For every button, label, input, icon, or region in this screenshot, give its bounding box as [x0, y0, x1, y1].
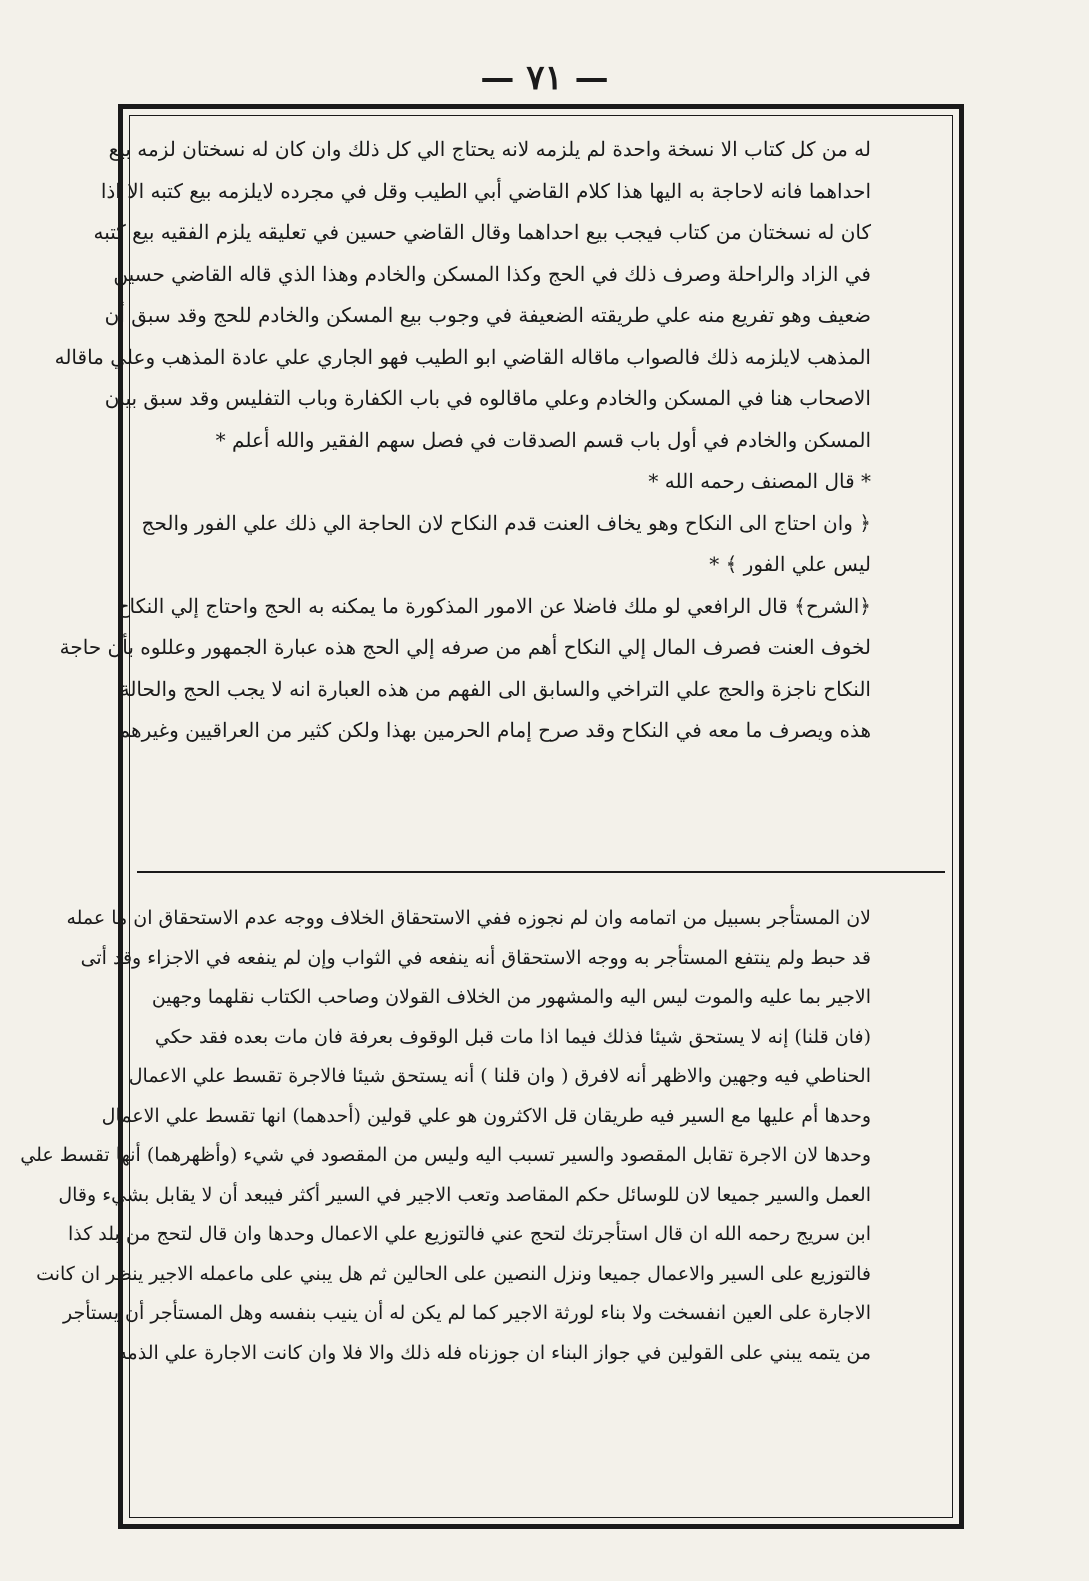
page-number: — ٧١ —: [480, 58, 609, 98]
main-line: ليس علي الفور ﴾ *: [709, 552, 871, 576]
footnote-line: الحناطي فيه وجهين والاظهر أنه لافرق ( وان قلنا ) أنه يستحق شيئا فالاجرة تقسط علي الاعمال: [128, 1065, 871, 1087]
footnote-line: العمل والسير جميعا لان للوسائل حكم المقاصد وتعب الاجير في السير أكثر فيبعد أن لا يقابل بشيء وقال: [58, 1183, 871, 1206]
footnote-text-block: [20, 899, 871, 1373]
footnote-line: فالتوزيع على السير والاعمال جميعا ونزل النصين على الحالين ثم هل يبني على ماعمله الاجير ينظر ان كانت: [36, 1262, 871, 1285]
footnote-line: وحدها أم عليها مع السير فيه طريقان قل الاكثرون هو علي قولين (أحدهما) انها تقسط علي الاعمال: [101, 1104, 871, 1127]
main-line: ﴿ وان احتاج الى النكاح وهو يخاف العنت قدم النكاح لان الحاجة الي ذلك علي الفور والحج: [141, 510, 871, 535]
main-line: النكاح ناجزة والحج علي التراخي والسابق الى الفهم من هذه العبارة انه لا يجب الحج والحالة: [119, 676, 871, 701]
footnote-line: من يتمه يبني على القولين في جواز البناء ان جوزناه فله ذلك والا فلا وان كانت الاجارة علي الذمه: [117, 1341, 871, 1364]
footnote-line: ابن سريج رحمه الله ان قال استأجرتك لتحج عني فالتوزيع علي الاعمال وحدها وان قال لتحج من بلد كذا: [67, 1223, 871, 1245]
main-line: الاصحاب هنا في المسكن والخادم وعلي ماقالوه في باب الكفارة وباب التفليس وقد سبق بيان: [104, 386, 871, 410]
footnote-line: (فان قلنا) إنه لا يستحق شيئا فذلك فيما اذا مات قبل الوقوف بعرفة فان مات بعده فقد حكي: [154, 1025, 871, 1048]
main-line: كان له نسختان من كتاب فيجب بيع احداهما وقال القاضي حسين في تعليقه يلزم الفقيه بيع كتبه: [93, 220, 871, 244]
main-line: ﴿الشرح﴾ قال الرافعي لو ملك فاضلا عن الامور المذكورة ما يمكنه به الحج واحتاج إلي النكاح: [116, 593, 871, 618]
footnote-separator: [137, 871, 945, 873]
main-line: لخوف العنت فصرف المال إلي النكاح أهم من صرفه إلي الحج هذه عبارة الجمهور وعللوه بأن حاجة: [59, 635, 871, 659]
main-line: المسكن والخادم في أول باب قسم الصدقات في فصل سهم الفقير والله أعلم *: [215, 427, 871, 452]
footnote-line: الاجير بما عليه والموت ليس اليه والمشهور من الخلاف القولان وصاحب الكتاب نقلهما وجهين: [151, 986, 871, 1008]
main-line: ضعيف وهو تفريع منه علي طريقته الضعيفة في وجوب بيع المسكن والخادم للحج وقد سبق أن: [104, 303, 871, 327]
footnote-line: وحدها لان الاجرة تقابل المقصود والسير تسبب اليه وليس من المقصود في شيء (وأظهرهما) أنها تقسط علي: [20, 1144, 871, 1166]
footnote-line: الاجارة على العين انفسخت ولا بناء لورثة الاجير كما لم يكن له أن ينيب بنفسه وهل المستأجر أن يستأجر: [63, 1302, 871, 1324]
main-line: المذهب لايلزمه ذلك فالصواب ماقاله القاضي ابو الطيب فهو الجاري علي عادة المذهب وعلي ماقاله: [54, 344, 871, 369]
page-border-frame: [20, 104, 964, 1529]
main-line: هذه ويصرف ما معه في النكاح وقد صرح إمام الحرمين بهذا ولكن كثير من العراقيين وغيرهم: [117, 718, 871, 742]
footnote-line: لان المستأجر بسبيل من اتمامه وان لم نجوزه ففي الاستحقاق الخلاف ووجه عدم الاستحقاق ان ما عمله: [66, 907, 871, 929]
main-line: له من كل كتاب الا نسخة واحدة لم يلزمه لانه يحتاج الي كل ذلك وان كان له نسختان لزمه بيع: [108, 137, 871, 161]
footnote-line: قد حبط ولم ينتفع المستأجر به ووجه الاستحقاق أنه ينفعه في الثواب وإن لم ينفعه في الاجزاء وقد أتى: [80, 946, 871, 969]
author-heading: * قال المصنف رحمه الله *: [648, 469, 871, 493]
main-line: في الزاد والراحلة وصرف ذلك في الحج وكذا المسكن والخادم وهذا الذي قاله القاضي حسين: [113, 261, 871, 286]
main-text-block: [54, 129, 871, 752]
main-line: احداهما فانه لاحاجة به اليها هذا كلام القاضي أبي الطيب وقل في مجرده لايلزمه بيع كتبه الا اذا: [100, 178, 871, 203]
